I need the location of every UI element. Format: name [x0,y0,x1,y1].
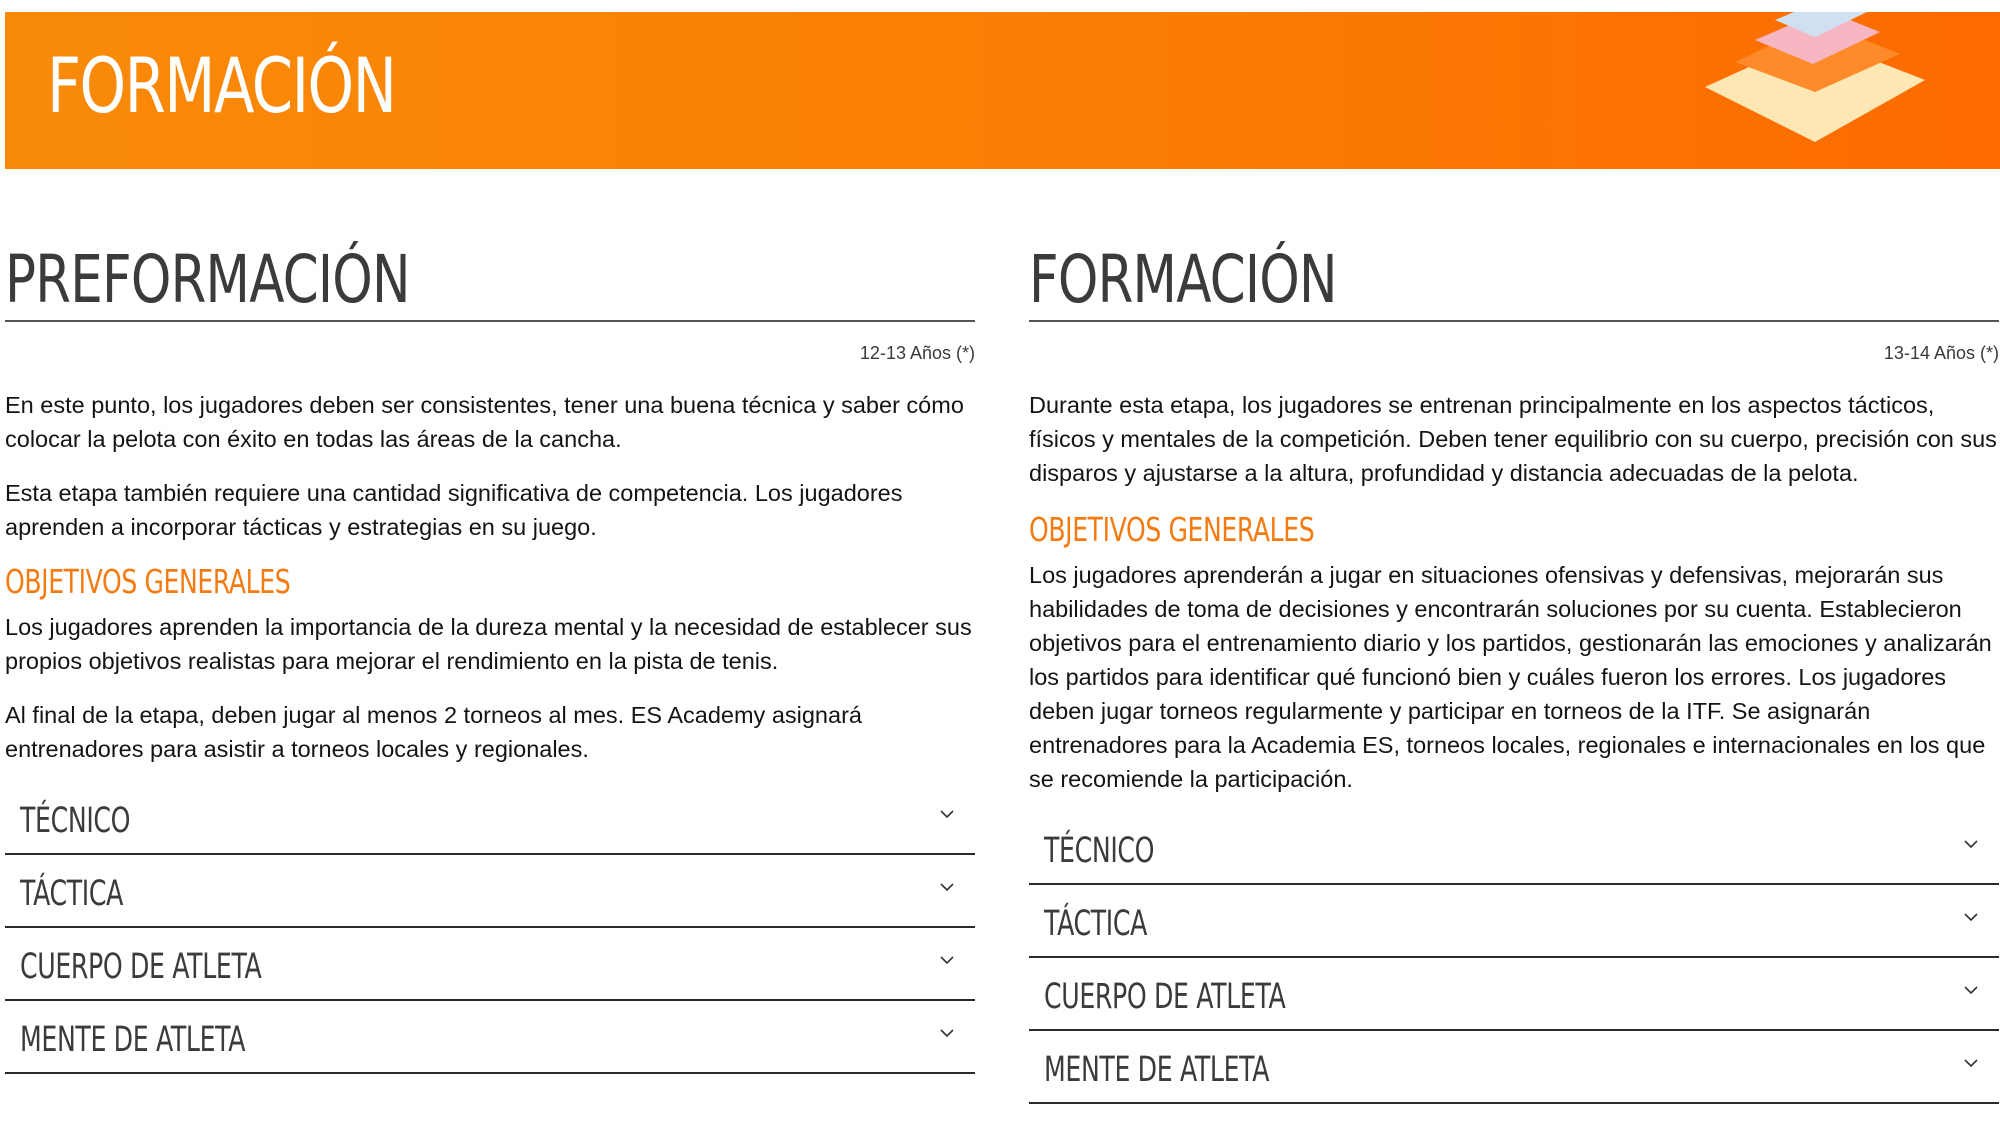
objectives-heading: OBJETIVOS GENERALES [1029,510,1315,549]
section-title: PREFORMACIÓN [5,241,410,318]
banner-title: FORMACIÓN [47,41,396,130]
accordion-label: TÉCNICO [1044,831,1155,871]
accordion-item-cuerpo-de-atleta[interactable] [1029,958,1999,1031]
accordion-label: MENTE DE ATLETA [1044,1050,1270,1090]
accordion-label: CUERPO DE ATLETA [20,947,262,987]
chevron-down-icon [1963,982,1979,998]
accordion-item-mente-de-atleta[interactable] [5,1001,975,1074]
accordion-item-mente-de-atleta[interactable] [1029,1031,1999,1104]
page-banner [5,12,2000,169]
age-range: 12-13 Años (*) [859,343,975,363]
accordion [1029,812,1999,1104]
objectives-paragraph: Los jugadores aprenderán a jugar en situaciones ofensivas y defensivas, mejorarán sus habilidades de toma de decisiones y encontrarán soluciones por su cuenta. Establecieron objetivos para el entrenamiento diario y los partidos, gestionarán las emociones y analizarán los partidos para identificar qué funcionó bien y cuáles fueron los errores. Los jugadores deben jugar torneos regularmente y participar en torneos de la ITF. Se asignarán entrenadores para la Academia ES, torneos locales, regionales e internacionales en los que se recomiende la participación. [1029,562,1992,792]
accordion-item-tecnico[interactable] [1029,812,1999,885]
chevron-down-icon [1963,836,1979,852]
chevron-down-icon [939,879,955,895]
section-divider [5,320,975,322]
intro-paragraph: Esta etapa también requiere una cantidad significativa de competencia. Los jugadores aprenden a incorporar tácticas y estrategias en su juego. [5,480,903,540]
section-formacion [1029,200,1999,1104]
accordion-item-tecnico[interactable] [5,782,975,855]
section-divider [1029,320,1999,322]
chevron-down-icon [939,952,955,968]
accordion-label: TÁCTICA [20,874,123,914]
section-title: FORMACIÓN [1029,241,1337,318]
objectives-heading: OBJETIVOS GENERALES [5,562,291,601]
chevron-down-icon [1963,909,1979,925]
section-preformacion [5,200,975,1074]
accordion-label: CUERPO DE ATLETA [1044,977,1286,1017]
intro-paragraph: En este punto, los jugadores deben ser consistentes, tener una buena técnica y saber cómo colocar la pelota con éxito en todas las áreas de la cancha. [5,392,964,452]
objectives-paragraph: Al final de la etapa, deben jugar al menos 2 torneos al mes. ES Academy asignará entrenadores para asistir a torneos locales y regionales. [5,702,862,762]
layered-pyramid-icon [1695,12,1935,162]
accordion-label: MENTE DE ATLETA [20,1020,246,1060]
intro-paragraph: Durante esta etapa, los jugadores se entrenan principalmente en los aspectos tácticos, físicos y mentales de la competición. Deben tener equilibrio con su cuerpo, precisión con sus disparos y ajustarse a la altura, profundidad y distancia adecuadas de la pelota. [1029,392,1997,486]
accordion-item-tactica[interactable] [5,855,975,928]
accordion [5,782,975,1074]
accordion-label: TÉCNICO [20,801,131,841]
chevron-down-icon [939,806,955,822]
age-range: 13-14 Años (*) [1883,343,1999,363]
accordion-item-tactica[interactable] [1029,885,1999,958]
chevron-down-icon [939,1025,955,1041]
accordion-item-cuerpo-de-atleta[interactable] [5,928,975,1001]
chevron-down-icon [1963,1055,1979,1071]
accordion-label: TÁCTICA [1044,904,1147,944]
objectives-paragraph: Los jugadores aprenden la importancia de la dureza mental y la necesidad de establecer sus propios objetivos realistas para mejorar el rendimiento en la pista de tenis. [5,614,972,674]
